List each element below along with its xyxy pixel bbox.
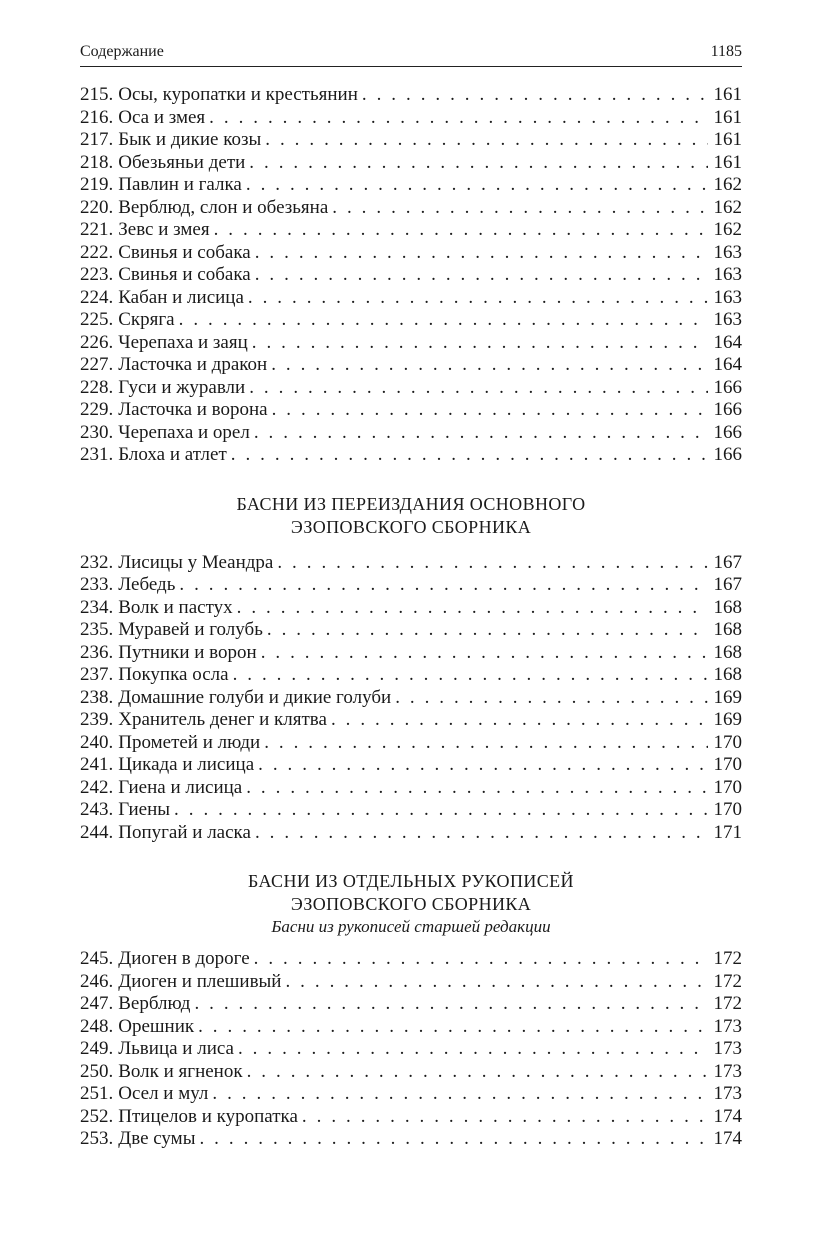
- toc-entry-number: 226.: [80, 331, 114, 353]
- toc-entry: [80, 552, 742, 575]
- toc-entry: [80, 287, 742, 310]
- dot-leader: [212, 1083, 708, 1106]
- dot-leader: [214, 219, 708, 242]
- toc-entry-page: 162: [713, 174, 742, 195]
- toc-entry-title: Гиены: [118, 799, 171, 820]
- toc-entry: [80, 1038, 742, 1061]
- dot-leader: [277, 552, 708, 575]
- toc-entry: [80, 993, 742, 1016]
- toc-entry-page: 162: [713, 219, 742, 240]
- toc-entry-title: Птицелов и куропатка: [118, 1105, 298, 1127]
- section-heading-reedition: [80, 493, 742, 539]
- toc-entry-number: 242.: [80, 776, 114, 798]
- toc-entry-title: Волк и пастух: [118, 596, 233, 618]
- toc-entry: [80, 332, 742, 355]
- dot-leader: [194, 993, 708, 1016]
- toc-entry-page: 170: [713, 754, 742, 775]
- toc-entry-number: 220.: [80, 196, 114, 218]
- toc-entry-title: Верблюд, слон и обезьяна: [118, 196, 329, 218]
- toc-entry-number: 228.: [80, 376, 114, 398]
- dot-leader: [249, 377, 708, 400]
- toc-entry-title: Львица и лиса: [118, 1038, 234, 1059]
- toc-entry-page: 164: [713, 354, 742, 375]
- dot-leader: [246, 777, 708, 800]
- toc-entry-title: Орешник: [118, 1015, 195, 1037]
- section-heading-line: ЭЗОПОВСКОГО СБОРНИКА: [290, 894, 532, 914]
- toc-entry-title: Зевс и змея: [118, 219, 210, 240]
- toc-entry: [80, 709, 742, 732]
- toc-entry-page: 166: [713, 444, 742, 465]
- toc-entry: [80, 219, 742, 242]
- toc-entry-title: Кабан и лисица: [118, 286, 244, 308]
- toc-list-manuscripts: [80, 948, 742, 1151]
- toc-entry: [80, 377, 742, 400]
- dot-leader: [252, 332, 708, 355]
- dot-leader: [231, 444, 708, 467]
- toc-entry: [80, 971, 742, 994]
- toc-entry: [80, 574, 742, 597]
- dot-leader: [332, 197, 708, 220]
- toc-entry-page: 171: [713, 821, 742, 843]
- toc-entry-title: Цикада и лисица: [118, 754, 255, 775]
- section-subheading: Басни из рукописей старшей редакции: [271, 917, 551, 936]
- toc-entry-title: Путники и ворон: [118, 641, 257, 663]
- toc-entry-page: 168: [713, 641, 742, 663]
- toc-entry-number: 235.: [80, 619, 114, 640]
- toc-entry-page: 162: [713, 196, 742, 218]
- toc-entry-number: 215.: [80, 84, 114, 105]
- toc-entry-number: 234.: [80, 596, 114, 618]
- toc-entry-page: 166: [713, 399, 742, 420]
- toc-entry: [80, 174, 742, 197]
- toc-entry-page: 170: [713, 799, 742, 820]
- toc-entry-number: 251.: [80, 1083, 114, 1104]
- toc-entry-title: Осел и мул: [118, 1083, 209, 1104]
- toc-entry: [80, 1061, 742, 1084]
- toc-list-reedition: [80, 552, 742, 845]
- toc-entry-title: Павлин и галка: [118, 174, 242, 195]
- toc-entry-title: Скряга: [118, 309, 175, 330]
- toc-entry: [80, 948, 742, 971]
- toc-entry-number: 221.: [80, 219, 114, 240]
- toc-entry-number: 223.: [80, 264, 114, 285]
- toc-entry: [80, 422, 742, 445]
- toc-entry: [80, 264, 742, 287]
- dot-leader: [254, 422, 708, 445]
- toc-entry-page: 173: [713, 1015, 742, 1037]
- dot-leader: [254, 948, 708, 971]
- toc-entry-page: 161: [713, 129, 742, 150]
- toc-entry-page: 168: [713, 619, 742, 640]
- toc-entry-number: 216.: [80, 106, 114, 128]
- toc-entry-title: Свинья и собака: [118, 241, 251, 263]
- toc-entry-number: 244.: [80, 821, 114, 843]
- running-head-page-number: 1185: [710, 43, 742, 60]
- dot-leader: [255, 264, 708, 287]
- toc-entry-number: 227.: [80, 354, 114, 375]
- toc-entry-number: 217.: [80, 129, 114, 150]
- dot-leader: [179, 309, 708, 332]
- toc-entry-title: Гиена и лисица: [118, 776, 243, 798]
- toc-entry: [80, 1016, 742, 1039]
- book-page: [80, 38, 742, 1151]
- toc-entry-title: Бык и дикие козы: [118, 129, 262, 150]
- toc-entry-number: 225.: [80, 309, 114, 330]
- toc-entry-page: 172: [713, 970, 742, 992]
- dot-leader: [238, 1038, 708, 1061]
- toc-entry-number: 246.: [80, 970, 114, 992]
- toc-entry-number: 247.: [80, 993, 114, 1014]
- dot-leader: [233, 664, 708, 687]
- toc-entry-page: 166: [713, 421, 742, 443]
- dot-leader: [258, 754, 708, 777]
- toc-entry: [80, 1083, 742, 1106]
- toc-entry-number: 243.: [80, 799, 114, 820]
- dot-leader: [265, 129, 708, 152]
- toc-entry-page: 161: [713, 84, 742, 105]
- toc-entry-title: Муравей и голубь: [118, 619, 263, 640]
- dot-leader: [209, 107, 708, 130]
- toc-entry-page: 163: [713, 309, 742, 330]
- toc-entry-title: Верблюд: [118, 993, 191, 1014]
- toc-entry-page: 163: [713, 286, 742, 308]
- toc-entry-page: 169: [713, 709, 742, 730]
- toc-entry-number: 253.: [80, 1128, 114, 1149]
- dot-leader: [285, 971, 708, 994]
- toc-entry-title: Попугай и ласка: [118, 821, 251, 843]
- toc-entry-title: Ласточка и ворона: [118, 399, 268, 420]
- toc-entry: [80, 777, 742, 800]
- dot-leader: [267, 619, 708, 642]
- toc-entry-title: Лебедь: [118, 574, 176, 595]
- toc-entry-page: 172: [713, 993, 742, 1014]
- toc-entry: [80, 822, 742, 845]
- toc-entry-number: 218.: [80, 151, 114, 173]
- toc-entry: [80, 354, 742, 377]
- toc-entry: [80, 152, 742, 175]
- toc-entry-number: 222.: [80, 241, 114, 263]
- toc-entry-number: 241.: [80, 754, 114, 775]
- toc-entry-title: Гуси и журавли: [118, 376, 246, 398]
- dot-leader: [255, 242, 708, 265]
- toc-entry-page: 173: [713, 1038, 742, 1059]
- toc-entry-page: 173: [713, 1083, 742, 1104]
- toc-entry-page: 168: [713, 596, 742, 618]
- dot-leader: [264, 732, 708, 755]
- toc-entry: [80, 84, 742, 107]
- toc-entry: [80, 129, 742, 152]
- toc-entry: [80, 242, 742, 265]
- toc-entry-number: 248.: [80, 1015, 114, 1037]
- toc-entry-title: Лисицы у Меандра: [118, 551, 274, 573]
- toc-entry-page: 166: [713, 376, 742, 398]
- toc-entry: [80, 107, 742, 130]
- toc-entry-page: 170: [713, 731, 742, 753]
- toc-entry-number: 237.: [80, 664, 114, 685]
- section-heading-line: БАСНИ ИЗ ПЕРЕИЗДАНИЯ ОСНОВНОГО: [236, 493, 586, 514]
- toc-entry: [80, 309, 742, 332]
- toc-entry: [80, 619, 742, 642]
- dot-leader: [247, 1061, 708, 1084]
- toc-entry-page: 163: [713, 241, 742, 263]
- toc-entry-title: Оса и змея: [118, 106, 206, 128]
- toc-entry-title: Прометей и люди: [118, 731, 261, 753]
- dot-leader: [246, 174, 708, 197]
- dot-leader: [237, 597, 708, 620]
- toc-entry: [80, 799, 742, 822]
- running-head: [80, 38, 742, 67]
- toc-entry-number: 249.: [80, 1038, 114, 1059]
- running-head-section: Содержание: [80, 43, 164, 60]
- dot-leader: [302, 1106, 708, 1129]
- toc-entry-number: 233.: [80, 574, 114, 595]
- dot-leader: [272, 399, 708, 422]
- toc-entry-page: 172: [713, 948, 742, 969]
- dot-leader: [249, 152, 708, 175]
- section-heading-line: ЭЗОПОВСКОГО СБОРНИКА: [290, 516, 532, 537]
- toc-entry-number: 252.: [80, 1105, 114, 1127]
- toc-entry-title: Черепаха и заяц: [118, 331, 248, 353]
- toc-entry-number: 236.: [80, 641, 114, 663]
- toc-entry-title: Покупка осла: [118, 664, 229, 685]
- toc-list-main: [80, 84, 742, 467]
- toc-entry-page: 173: [713, 1060, 742, 1082]
- toc-entry: [80, 664, 742, 687]
- dot-leader: [331, 709, 708, 732]
- toc-entry-number: 219.: [80, 174, 114, 195]
- toc-entry-number: 230.: [80, 421, 114, 443]
- dot-leader: [362, 84, 708, 107]
- toc-entry: [80, 1128, 742, 1151]
- toc-entry: [80, 732, 742, 755]
- toc-entry-page: 170: [713, 776, 742, 798]
- toc-entry: [80, 444, 742, 467]
- dot-leader: [395, 687, 708, 710]
- toc-entry-number: 240.: [80, 731, 114, 753]
- toc-entry-page: 168: [713, 664, 742, 685]
- toc-entry-page: 169: [713, 686, 742, 708]
- toc-entry-title: Свинья и собака: [118, 264, 251, 285]
- toc-entry-title: Черепаха и орел: [118, 421, 250, 443]
- toc-entry: [80, 642, 742, 665]
- toc-entry-title: Домашние голуби и дикие голуби: [118, 686, 392, 708]
- toc-entry-title: Ласточка и дракон: [118, 354, 268, 375]
- toc-entry-page: 174: [713, 1105, 742, 1127]
- toc-entry-title: Хранитель денег и клятва: [118, 709, 327, 730]
- dot-leader: [255, 822, 708, 845]
- toc-entry-page: 174: [713, 1128, 742, 1149]
- toc-entry-page: 167: [713, 551, 742, 573]
- toc-entry: [80, 197, 742, 220]
- toc-entry-number: 250.: [80, 1060, 114, 1082]
- dot-leader: [198, 1016, 708, 1039]
- toc-entry-page: 164: [713, 331, 742, 353]
- toc-entry: [80, 1106, 742, 1129]
- toc-entry-number: 245.: [80, 948, 114, 969]
- dot-leader: [174, 799, 708, 822]
- toc-entry-title: Блоха и атлет: [118, 444, 227, 465]
- toc-entry-title: Две сумы: [118, 1128, 196, 1149]
- toc-entry-title: Осы, куропатки и крестьянин: [118, 84, 358, 105]
- toc-entry-page: 161: [713, 151, 742, 173]
- toc-entry-number: 239.: [80, 709, 114, 730]
- toc-entry: [80, 399, 742, 422]
- dot-leader: [271, 354, 708, 377]
- dot-leader: [261, 642, 708, 665]
- toc-entry-page: 161: [713, 106, 742, 128]
- dot-leader: [199, 1128, 708, 1151]
- section-heading-line: БАСНИ ИЗ ОТДЕЛЬНЫХ РУКОПИСЕЙ: [248, 871, 574, 891]
- toc-entry: [80, 687, 742, 710]
- toc-entry: [80, 754, 742, 777]
- dot-leader: [248, 287, 708, 310]
- toc-entry-number: 238.: [80, 686, 114, 708]
- toc-entry-title: Диоген и плешивый: [118, 970, 282, 992]
- toc-entry: [80, 597, 742, 620]
- toc-entry-number: 232.: [80, 551, 114, 573]
- toc-entry-title: Обезьяньи дети: [118, 151, 246, 173]
- section-heading-manuscripts: [80, 870, 742, 916]
- toc-entry-page: 163: [713, 264, 742, 285]
- toc-entry-page: 167: [713, 574, 742, 595]
- toc-entry-title: Волк и ягненок: [118, 1060, 243, 1082]
- toc-entry-title: Диоген в дороге: [118, 948, 250, 969]
- toc-entry-number: 229.: [80, 399, 114, 420]
- toc-entry-number: 224.: [80, 286, 114, 308]
- toc-entry-number: 231.: [80, 444, 114, 465]
- dot-leader: [179, 574, 708, 597]
